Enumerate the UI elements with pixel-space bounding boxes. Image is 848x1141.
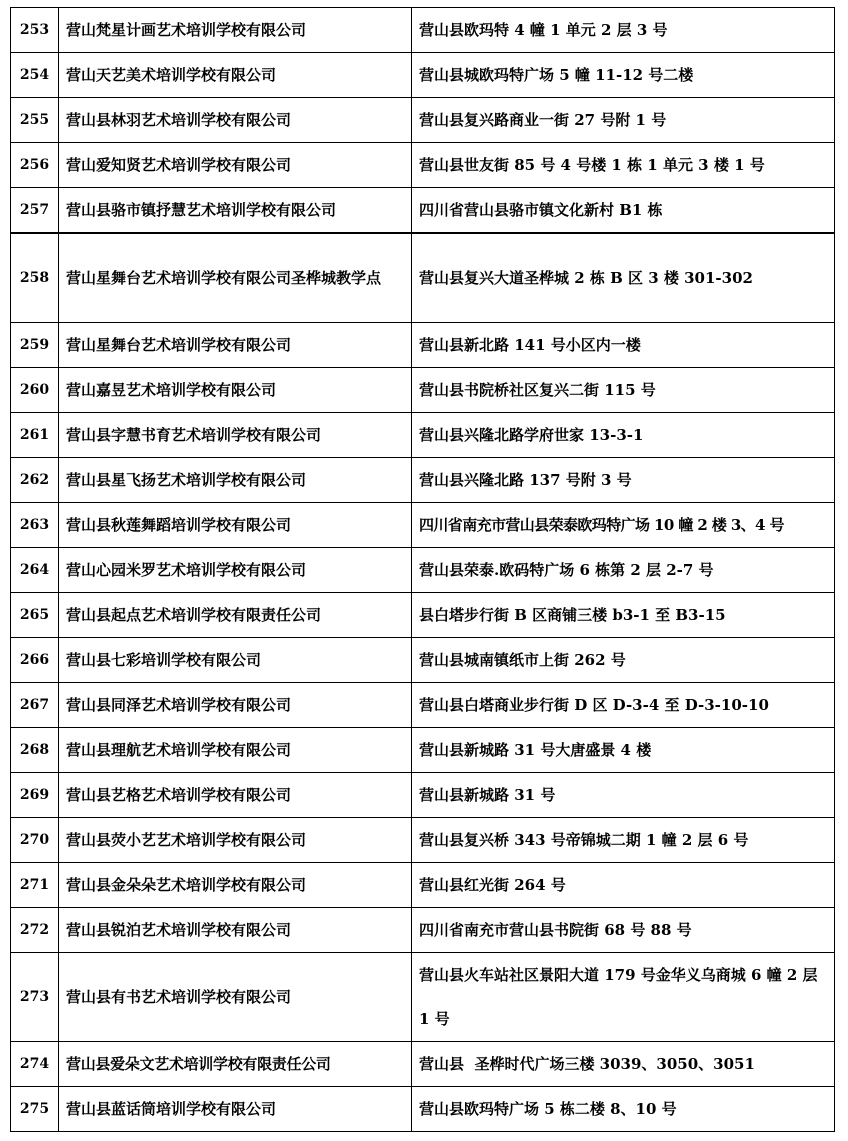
row-number: 257 bbox=[11, 188, 59, 234]
school-name: 营山县字慧书育艺术培训学校有限公司 bbox=[59, 412, 412, 457]
table-row bbox=[11, 188, 835, 234]
school-address: 营山县欧玛特 4 幢 1 单元 2 层 3 号 bbox=[412, 8, 835, 53]
school-name: 营山县同泽艺术培训学校有限公司 bbox=[59, 682, 412, 727]
table-row bbox=[11, 322, 835, 367]
school-name: 营山嘉昱艺术培训学校有限公司 bbox=[59, 367, 412, 412]
school-address: 营山县复兴桥 343 号帝锦城二期 1 幢 2 层 6 号 bbox=[412, 817, 835, 862]
row-number: 255 bbox=[11, 98, 59, 143]
row-number: 259 bbox=[11, 322, 59, 367]
school-address: 营山县欧玛特广场 5 栋二楼 8、10 号 bbox=[412, 1086, 835, 1131]
school-name: 营山县锐泊艺术培训学校有限公司 bbox=[59, 907, 412, 952]
school-address: 四川省南充市营山县荣泰欧玛特广场 10 幢 2 楼 3、4 号 bbox=[412, 502, 835, 547]
row-number: 265 bbox=[11, 592, 59, 637]
school-name: 营山县林羽艺术培训学校有限公司 bbox=[59, 98, 412, 143]
school-name: 营山心园米罗艺术培训学校有限公司 bbox=[59, 547, 412, 592]
table-row bbox=[11, 98, 835, 143]
school-address: 营山县新城路 31 号 bbox=[412, 772, 835, 817]
school-address: 营山县城欧玛特广场 5 幢 11-12 号二楼 bbox=[412, 53, 835, 98]
school-address: 营山县火车站社区景阳大道 179 号金华义乌商城 6 幢 2 层 1 号 bbox=[412, 952, 835, 1041]
row-number: 267 bbox=[11, 682, 59, 727]
school-address: 营山县复兴大道圣桦城 2 栋 B 区 3 楼 301-302 bbox=[412, 233, 835, 322]
table-row bbox=[11, 547, 835, 592]
table-row bbox=[11, 457, 835, 502]
row-number: 263 bbox=[11, 502, 59, 547]
row-number: 268 bbox=[11, 727, 59, 772]
school-address: 营山县红光街 264 号 bbox=[412, 862, 835, 907]
row-number: 258 bbox=[11, 233, 59, 322]
school-address: 营山县复兴路商业一街 27 号附 1 号 bbox=[412, 98, 835, 143]
row-number: 266 bbox=[11, 637, 59, 682]
school-name: 营山县爱朵文艺术培训学校有限责任公司 bbox=[59, 1041, 412, 1086]
school-address: 营山县白塔商业步行街 D 区 D-3-4 至 D-3-10-10 bbox=[412, 682, 835, 727]
table-row bbox=[11, 772, 835, 817]
school-name: 营山县蓝话筒培训学校有限公司 bbox=[59, 1086, 412, 1131]
school-name: 营山县星飞扬艺术培训学校有限公司 bbox=[59, 457, 412, 502]
school-address: 营山县兴隆北路学府世家 13-3-1 bbox=[412, 412, 835, 457]
school-name: 营山县有书艺术培训学校有限公司 bbox=[59, 952, 412, 1041]
school-address: 营山县城南镇纸市上街 262 号 bbox=[412, 637, 835, 682]
school-name: 营山星舞台艺术培训学校有限公司 bbox=[59, 322, 412, 367]
table-row bbox=[11, 592, 835, 637]
school-name: 营山县荧小艺艺术培训学校有限公司 bbox=[59, 817, 412, 862]
row-number: 271 bbox=[11, 862, 59, 907]
school-address: 县白塔步行街 B 区商铺三楼 b3-1 至 B3-15 bbox=[412, 592, 835, 637]
table-row bbox=[11, 367, 835, 412]
school-address: 营山县兴隆北路 137 号附 3 号 bbox=[412, 457, 835, 502]
school-name: 营山县骆市镇抒慧艺术培训学校有限公司 bbox=[59, 188, 412, 234]
table-row bbox=[11, 8, 835, 53]
school-name: 营山县秋莲舞蹈培训学校有限公司 bbox=[59, 502, 412, 547]
table-row bbox=[11, 727, 835, 772]
school-address: 营山县荣泰.欧码特广场 6 栋第 2 层 2-7 号 bbox=[412, 547, 835, 592]
school-address: 营山县新城路 31 号大唐盛景 4 楼 bbox=[412, 727, 835, 772]
table-row bbox=[11, 412, 835, 457]
school-name: 营山天艺美术培训学校有限公司 bbox=[59, 53, 412, 98]
row-number: 272 bbox=[11, 907, 59, 952]
school-address: 营山县世友街 85 号 4 号楼 1 栋 1 单元 3 楼 1 号 bbox=[412, 143, 835, 188]
table-row bbox=[11, 952, 835, 1041]
table-row bbox=[11, 682, 835, 727]
row-number: 261 bbox=[11, 412, 59, 457]
school-address: 四川省南充市营山县书院街 68 号 88 号 bbox=[412, 907, 835, 952]
school-name: 营山星舞台艺术培训学校有限公司圣桦城教学点 bbox=[59, 233, 412, 322]
school-address: 四川省营山县骆市镇文化新村 B1 栋 bbox=[412, 188, 835, 234]
table-row bbox=[11, 502, 835, 547]
table-row bbox=[11, 1086, 835, 1131]
row-number: 253 bbox=[11, 8, 59, 53]
school-name: 营山县七彩培训学校有限公司 bbox=[59, 637, 412, 682]
table-row bbox=[11, 817, 835, 862]
row-number: 270 bbox=[11, 817, 59, 862]
row-number: 273 bbox=[11, 952, 59, 1041]
row-number: 275 bbox=[11, 1086, 59, 1131]
row-number: 269 bbox=[11, 772, 59, 817]
school-address: 营山县新北路 141 号小区内一楼 bbox=[412, 322, 835, 367]
school-name: 营山爱知贤艺术培训学校有限公司 bbox=[59, 143, 412, 188]
table-row bbox=[11, 862, 835, 907]
table-row bbox=[11, 1041, 835, 1086]
row-number: 262 bbox=[11, 457, 59, 502]
row-number: 260 bbox=[11, 367, 59, 412]
school-name: 营山县艺格艺术培训学校有限公司 bbox=[59, 772, 412, 817]
table-row bbox=[11, 53, 835, 98]
table-row bbox=[11, 637, 835, 682]
school-name: 营山县理航艺术培训学校有限公司 bbox=[59, 727, 412, 772]
school-name: 营山县金朵朵艺术培训学校有限公司 bbox=[59, 862, 412, 907]
table-row bbox=[11, 233, 835, 322]
row-number: 264 bbox=[11, 547, 59, 592]
school-address: 营山县书院桥社区复兴二街 115 号 bbox=[412, 367, 835, 412]
table-row bbox=[11, 907, 835, 952]
row-number: 256 bbox=[11, 143, 59, 188]
row-number: 274 bbox=[11, 1041, 59, 1086]
school-name: 营山梵星计画艺术培训学校有限公司 bbox=[59, 8, 412, 53]
table-row bbox=[11, 143, 835, 188]
row-number: 254 bbox=[11, 53, 59, 98]
school-name: 营山县起点艺术培训学校有限责任公司 bbox=[59, 592, 412, 637]
school-table bbox=[10, 7, 835, 1132]
school-address: 营山县 圣桦时代广场三楼 3039、3050、3051 bbox=[412, 1041, 835, 1086]
